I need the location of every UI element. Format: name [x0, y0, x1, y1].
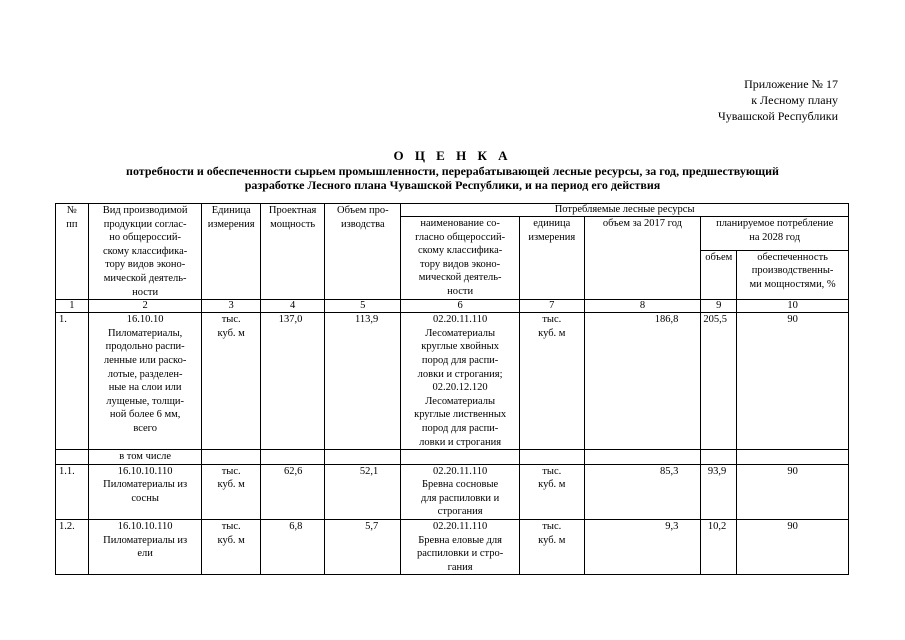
table-row: [56, 520, 849, 575]
cell-empty: [202, 450, 260, 465]
cell-capacity: 137,0: [260, 313, 325, 450]
cell-empty: [401, 450, 520, 465]
header-product-line: но общероссий-: [109, 232, 181, 244]
header-unit-line: Единица: [211, 205, 251, 216]
header-capacity-line: Проектная: [268, 205, 317, 216]
header-planned-provision-line: ми мощностями, %: [749, 279, 836, 291]
column-number-5: 5: [325, 300, 401, 313]
cell-unit-line: куб. м: [217, 479, 245, 491]
cell-num: 1.: [56, 313, 89, 450]
header-res-name-line: скому классифика-: [417, 245, 503, 257]
cell-res-name-line: гания: [447, 561, 473, 573]
cell-res-name-line: распиловки и стро-: [417, 548, 504, 560]
header-product-line: скому классифика-: [103, 245, 188, 257]
subtitle-line-2: разработке Лесного плана Чувашской Республики, и на период его действия: [244, 178, 661, 192]
cell-planned-provision: 90: [737, 520, 849, 575]
table-row: [56, 464, 849, 519]
header-unit-line: измерения: [207, 218, 255, 230]
cell-res-name-line: 02.20.12.120: [432, 382, 488, 394]
cell-res-name-line: Бревна сосновые: [422, 479, 499, 491]
cell-product: [88, 313, 202, 450]
cell-res-name-line: Бревна еловые для: [418, 534, 502, 546]
cell-subheading: в том числе: [88, 450, 202, 465]
header-res-name-line: гласно общероссий-: [415, 231, 506, 243]
column-number-3: 3: [202, 300, 260, 313]
cell-unit-line: тыс.: [221, 521, 241, 533]
column-number-1: 1: [56, 300, 89, 313]
header-num-line: №: [66, 205, 77, 216]
cell-unit-line: куб. м: [217, 534, 245, 546]
cell-unit: [202, 313, 260, 450]
cell-unit: [202, 464, 260, 519]
cell-res-name-line: пород для распи-: [421, 422, 499, 434]
cell-unit-line: тыс.: [221, 465, 241, 477]
header-product-line: Вид производимой: [102, 205, 188, 216]
header-planned-group-line: планируемое потребление: [716, 218, 834, 229]
header-num-line: пп: [66, 218, 78, 230]
header-res-volume-2017: объем за 2017 год: [584, 217, 701, 300]
cell-volume: 113,9: [325, 313, 401, 450]
header-resources-group: Потребляемые лесные ресурсы: [401, 204, 849, 217]
cell-product-line: Пиломатериалы из: [103, 479, 188, 491]
appendix-note: [660, 76, 838, 124]
cell-res-name-line: круглые лиственных: [414, 409, 507, 421]
header-res-name-line: тору видов эконо-: [420, 258, 501, 270]
appendix-line-1: Приложение № 17: [744, 77, 838, 91]
cell-res-unit-line: тыс.: [542, 314, 562, 326]
cell-planned-provision: 90: [737, 313, 849, 450]
header-volume-line: Объем про-: [336, 205, 389, 216]
cell-res-volume-2017: 186,8: [584, 313, 701, 450]
cell-empty: [260, 450, 325, 465]
header-res-unit-line: измерения: [528, 231, 576, 243]
cell-product: [88, 520, 202, 575]
column-number-7: 7: [520, 300, 585, 313]
header-product-line: продукции соглас-: [103, 218, 187, 230]
column-number-10: 10: [737, 300, 849, 313]
cell-planned-volume: 205,5: [701, 313, 737, 450]
cell-res-unit-line: куб. м: [538, 479, 566, 491]
header-planned-volume: объем: [701, 250, 737, 299]
header-capacity: [260, 204, 325, 300]
cell-res-name-line: строгания: [437, 506, 483, 518]
cell-res-unit: [520, 520, 585, 575]
header-product-line: тору видов эконо-: [105, 259, 186, 271]
cell-empty: [325, 450, 401, 465]
header-res-name: [401, 217, 520, 300]
cell-res-name-line: Лесоматериалы: [425, 327, 496, 339]
cell-empty: [520, 450, 585, 465]
header-num: [56, 204, 89, 300]
header-product-line: ности: [132, 286, 159, 298]
cell-product-line: ели: [137, 548, 153, 560]
table-row: [56, 450, 849, 465]
header-unit: [202, 204, 260, 300]
cell-empty: [701, 450, 737, 465]
header-res-name-line: наименование со-: [420, 218, 500, 229]
header-capacity-line: мощность: [270, 218, 316, 230]
cell-num: [56, 450, 89, 465]
cell-res-name-line: 02.20.11.110: [432, 521, 488, 533]
document-subtitle: [40, 164, 865, 192]
column-number-row: [56, 300, 849, 313]
cell-product-line: Пиломатериалы из: [103, 534, 188, 546]
cell-capacity: 6,8: [260, 520, 325, 575]
cell-res-name-line: ловки и строгания;: [417, 368, 503, 380]
column-number-8: 8: [584, 300, 701, 313]
cell-res-name-line: для распиловки и: [420, 492, 500, 504]
header-res-unit-line: единица: [533, 218, 571, 229]
cell-res-name-line: 02.20.11.110: [432, 314, 488, 326]
cell-product-line: Пиломатериалы,: [108, 327, 183, 339]
cell-volume: 52,1: [325, 464, 401, 519]
subtitle-line-1: потребности и обеспеченности сырьем промышленности, перерабатывающей лесные ресурсы, за год, предшествующий: [126, 164, 779, 178]
cell-unit-line: куб. м: [217, 327, 245, 339]
cell-product-line: 16.10.10: [126, 314, 164, 326]
cell-res-name: [401, 464, 520, 519]
appendix-line-2: к Лесному плану: [751, 93, 838, 107]
cell-res-unit-line: куб. м: [538, 327, 566, 339]
cell-unit: [202, 520, 260, 575]
header-product: [88, 204, 202, 300]
table-row: [56, 313, 849, 450]
cell-res-unit-line: тыс.: [542, 465, 562, 477]
cell-product-line: сосны: [131, 492, 159, 504]
header-product-line: мической деятель-: [103, 272, 187, 284]
header-planned-group: [701, 217, 849, 251]
appendix-line-3: Чувашской Республики: [717, 109, 838, 123]
cell-empty: [737, 450, 849, 465]
cell-product-line: 16.10.10.110: [117, 521, 173, 533]
cell-unit-line: тыс.: [221, 314, 241, 326]
column-number-4: 4: [260, 300, 325, 313]
cell-num: 1.1.: [56, 464, 89, 519]
header-volume-line: изводства: [340, 218, 385, 230]
cell-res-name-line: ловки и строгания: [419, 436, 502, 448]
cell-res-name-line: 02.20.11.110: [432, 465, 488, 477]
cell-product-line: ной более 6 мм,: [109, 409, 181, 421]
column-number-9: 9: [701, 300, 737, 313]
cell-res-name: [401, 520, 520, 575]
header-volume: [325, 204, 401, 300]
header-res-name-line: ности: [447, 285, 474, 297]
cell-product-line: продольно распи-: [105, 341, 185, 353]
cell-product-line: ные на слои или: [108, 382, 182, 394]
cell-res-unit-line: тыс.: [542, 521, 562, 533]
cell-res-name-line: круглые хвойных: [421, 341, 499, 353]
header-planned-provision-line: производственны-: [751, 265, 834, 277]
cell-product-line: ленные или раско-: [103, 354, 187, 366]
cell-res-unit-line: куб. м: [538, 534, 566, 546]
cell-res-name-line: пород для распи-: [421, 354, 499, 366]
cell-product-line: 16.10.10.110: [117, 465, 173, 477]
header-row-1: [56, 204, 849, 217]
cell-volume: 5,7: [325, 520, 401, 575]
cell-res-volume-2017: 9,3: [584, 520, 701, 575]
header-res-unit: [520, 217, 585, 300]
cell-res-unit: [520, 464, 585, 519]
cell-planned-volume: 93,9: [701, 464, 737, 519]
cell-res-name-line: Лесоматериалы: [425, 395, 496, 407]
cell-product-line: лотые, разделен-: [107, 368, 183, 380]
cell-res-name: [401, 313, 520, 450]
cell-planned-provision: 90: [737, 464, 849, 519]
cell-planned-volume: 10,2: [701, 520, 737, 575]
resources-table: [55, 203, 849, 575]
column-number-6: 6: [401, 300, 520, 313]
cell-num: 1.2.: [56, 520, 89, 575]
column-number-2: 2: [88, 300, 202, 313]
cell-res-volume-2017: 85,3: [584, 464, 701, 519]
cell-capacity: 62,6: [260, 464, 325, 519]
cell-empty: [584, 450, 701, 465]
cell-res-unit: [520, 313, 585, 450]
header-res-name-line: мической деятель-: [418, 272, 502, 284]
header-planned-group-line: на 2028 год: [749, 231, 801, 243]
cell-product-line: всего: [133, 422, 157, 434]
document-title: О Ц Е Н К А: [393, 148, 512, 163]
header-planned-provision: [737, 250, 849, 299]
cell-product: [88, 464, 202, 519]
cell-product-line: лущеные, толщи-: [106, 395, 185, 407]
header-planned-provision-line: обеспеченность: [757, 251, 828, 263]
